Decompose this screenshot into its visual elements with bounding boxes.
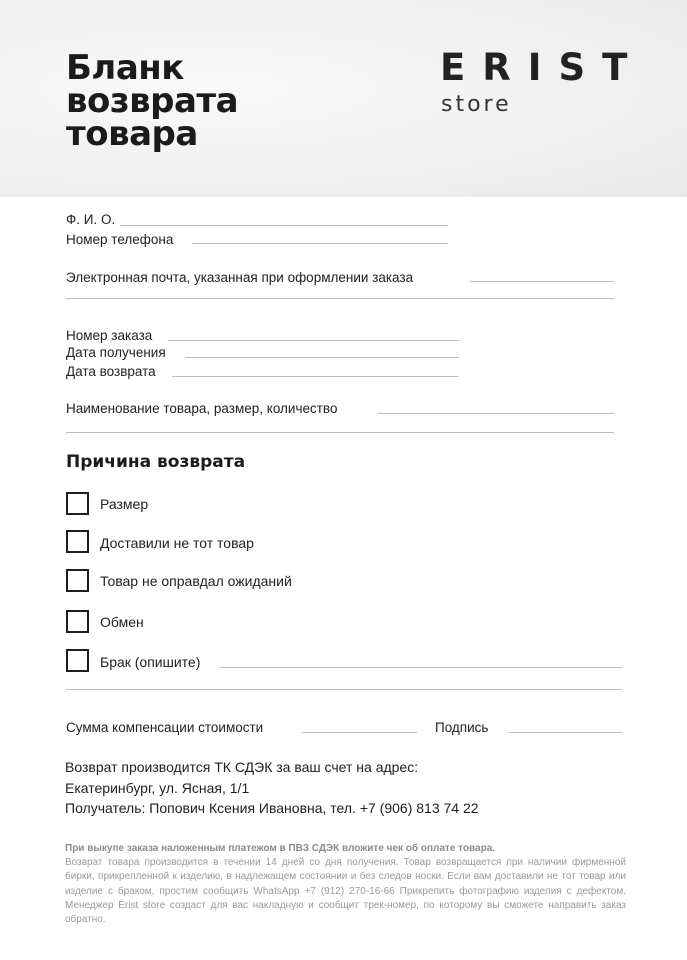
reason-wrong-item-checkbox[interactable]	[66, 530, 89, 553]
notes-block	[65, 842, 626, 927]
reason-exchange-label: Обмен	[100, 614, 144, 630]
signature-line[interactable]	[509, 732, 622, 733]
return-info-address: Екатеринбург, ул. Ясная, 1/1	[65, 780, 250, 796]
receive-date-input-line[interactable]	[185, 357, 459, 358]
defect-description-line[interactable]	[220, 667, 622, 668]
header-banner	[0, 0, 687, 197]
order-number-input-line[interactable]	[168, 340, 459, 341]
return-date-input-line[interactable]	[172, 376, 459, 377]
phone-input-line[interactable]	[192, 243, 448, 244]
product-input-line-2[interactable]	[66, 432, 614, 433]
phone-label: Номер телефона	[66, 232, 174, 247]
return-info-recipient: Получатель: Попович Ксения Ивановна, тел. +7 (906) 813 74 22	[65, 800, 479, 816]
notes-bold: При выкупе заказа наложенным платежом в ПВЗ СДЭК вложите чек об оплате товара.	[65, 843, 496, 854]
brand-logo-sub: store	[441, 92, 512, 117]
fio-label: Ф. И. О.	[66, 212, 116, 227]
reason-exchange-checkbox[interactable]	[66, 610, 89, 633]
title-line-2: возврата	[66, 81, 239, 121]
title-line-3: товара	[66, 114, 198, 154]
reason-size-checkbox[interactable]	[66, 492, 89, 515]
defect-description-line-2[interactable]	[66, 689, 622, 690]
order-number-label: Номер заказа	[66, 328, 153, 343]
return-info-line-1: Возврат производится ТК СДЭК за ваш счет на адрес:	[65, 759, 419, 775]
reason-expectations-checkbox[interactable]	[66, 569, 89, 592]
reason-defect-checkbox[interactable]	[66, 649, 89, 672]
return-date-label: Дата возврата	[66, 364, 156, 379]
brand-logo: ERIST	[440, 46, 645, 89]
product-label: Наименование товара, размер, количество	[66, 401, 338, 416]
compensation-sum-label: Сумма компенсации стоимости	[66, 720, 264, 735]
page-title	[66, 48, 239, 154]
product-input-line[interactable]	[378, 413, 614, 414]
email-label: Электронная почта, указанная при оформлении заказа	[66, 270, 414, 285]
receive-date-label: Дата получения	[66, 345, 166, 360]
reason-defect-label: Брак (опишите)	[100, 654, 201, 670]
compensation-sum-line[interactable]	[302, 732, 417, 733]
email-input-line-2[interactable]	[66, 298, 614, 299]
signature-label: Подпись	[435, 720, 489, 735]
reason-size-label: Размер	[100, 496, 149, 512]
fio-input-line[interactable]	[120, 225, 448, 226]
reason-wrong-item-label: Доставили не тот товар	[100, 535, 254, 551]
reason-expectations-label: Товар не оправдал ожиданий	[100, 573, 292, 589]
title-line-1: Бланк	[66, 48, 184, 88]
email-input-line[interactable]	[470, 281, 614, 282]
notes-body: Возврат товара производится в течении 14 дней со дня получения. Товар возвращается при наличии фирменной бирки, прикрепленной к изделию, в надлежащем состоянии и без следов носки. Если вам доставили не тот товар или изделие с браком, простим сообщить WhatsApp +7 (912) 270-16-66 Прикрепить фотографию изделия с дефектом. Менеджер Erist store создаст для вас накладную и сообщит трек-номер, по которому вы сможете направить заказ обратно.	[65, 857, 626, 926]
reason-section-title: Причина возврата	[66, 452, 246, 472]
